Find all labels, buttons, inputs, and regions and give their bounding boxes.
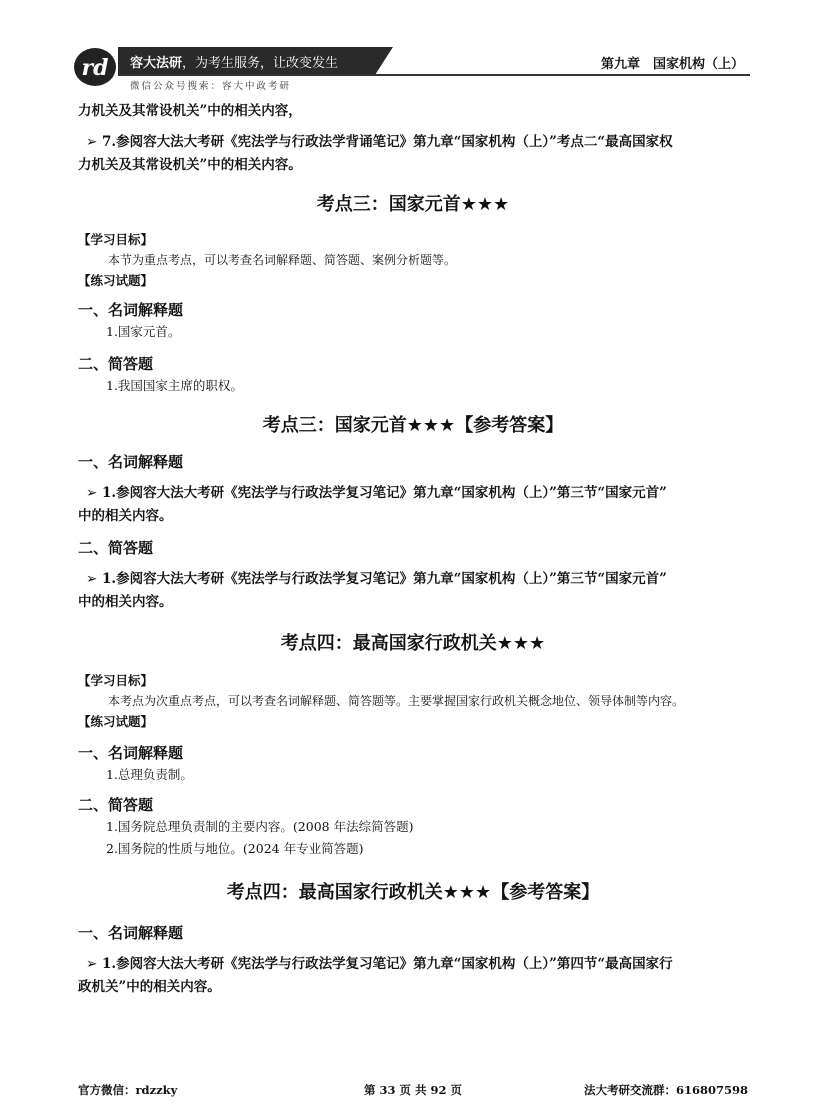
answer-item: ➢ 1.参阅容大法大考研《宪法学与行政法学复习笔记》第九章“国家机构（上）”第三节“国家元首” xyxy=(78,567,748,591)
section-heading: 二、简答题 xyxy=(78,539,154,557)
arrow-icon: ➢ xyxy=(86,571,98,587)
list-item: 1.国务院总理负责制的主要内容。(2008 年法综简答题) xyxy=(106,819,414,834)
reference-item-7-cont: 力机关及其常设机关”中的相关内容。 xyxy=(78,157,302,173)
list-item: 1.国家元首。 xyxy=(106,324,181,339)
page-header xyxy=(0,0,826,100)
answer-item: ➢ 1.参阅容大法大考研《宪法学与行政法学复习笔记》第九章“国家机构（上）”第三节“国家元首” xyxy=(78,481,748,505)
section-title: 考点三：国家元首★★★ xyxy=(316,194,510,215)
continued-line: 力机关及其常设机关”中的相关内容， xyxy=(78,103,302,119)
slogan: ，为考生服务，让改变发生 xyxy=(182,56,339,71)
section-heading: 一、名词解释题 xyxy=(78,301,184,319)
footer-wechat: 官方微信：rdzzky xyxy=(78,1083,178,1097)
study-goal-text: 本考点为次重点考点，可以考查名词解释题、简答题等。主要掌握国家行政机关概念地位、领导体制等内容。 xyxy=(108,694,685,708)
answer-item-cont: 中的相关内容。 xyxy=(78,508,173,524)
study-goal-label: 【学习目标】 xyxy=(78,673,154,688)
section-heading: 二、简答题 xyxy=(78,796,154,814)
section-title: 考点三：国家元首★★★【参考答案】 xyxy=(262,415,564,436)
section-heading: 一、名词解释题 xyxy=(78,924,184,942)
arrow-icon: ➢ xyxy=(86,956,98,972)
list-item: 1.总理负责制。 xyxy=(106,767,193,782)
section-title: 考点四：最高国家行政机关★★★ xyxy=(280,633,546,654)
section-heading: 一、名词解释题 xyxy=(78,453,184,471)
rongda-logo-icon xyxy=(72,46,118,88)
list-item: 1.我国国家主席的职权。 xyxy=(106,378,243,393)
svg-text:rd: rd xyxy=(81,55,109,81)
page-number: 第 33 页 共 92 页 xyxy=(363,1083,463,1097)
wechat-subtitle: 微信公众号搜索：容大中政考研 xyxy=(130,81,292,92)
page-footer xyxy=(78,1082,748,1100)
answer-item: ➢ 1.参阅容大法大考研《宪法学与行政法学复习笔记》第九章“国家机构（上）”第四节“最高国家行 xyxy=(78,952,748,976)
reference-item-7: ➢ 7.参阅容大法大考研《宪法学与行政法学背诵笔记》第九章“国家机构（上）”考点二“最高国家权 xyxy=(78,130,748,154)
brand-name: 容大法研 xyxy=(130,56,183,71)
arrow-icon: ➢ xyxy=(86,485,98,501)
answer-item-cont: 政机关”中的相关内容。 xyxy=(78,979,221,995)
footer-group: 法大考研交流群：616807598 xyxy=(583,1083,748,1097)
section-title: 考点四：最高国家行政机关★★★【参考答案】 xyxy=(226,882,600,903)
page-content xyxy=(78,100,748,998)
section-heading: 二、简答题 xyxy=(78,355,154,373)
arrow-icon: ➢ xyxy=(86,134,98,150)
chapter-title: 第九章 国家机构（上） xyxy=(600,57,744,72)
section-heading: 一、名词解释题 xyxy=(78,744,184,762)
list-item: 2.国务院的性质与地位。(2024 年专业简答题) xyxy=(106,841,364,856)
practice-label: 【练习试题】 xyxy=(78,714,154,729)
study-goal-label: 【学习目标】 xyxy=(78,232,154,247)
answer-item-cont: 中的相关内容。 xyxy=(78,594,173,610)
brand-slogan xyxy=(130,52,338,71)
study-goal-text: 本节为重点考点，可以考查名词解释题、简答题、案例分析题等。 xyxy=(108,253,457,267)
practice-label: 【练习试题】 xyxy=(78,273,154,288)
